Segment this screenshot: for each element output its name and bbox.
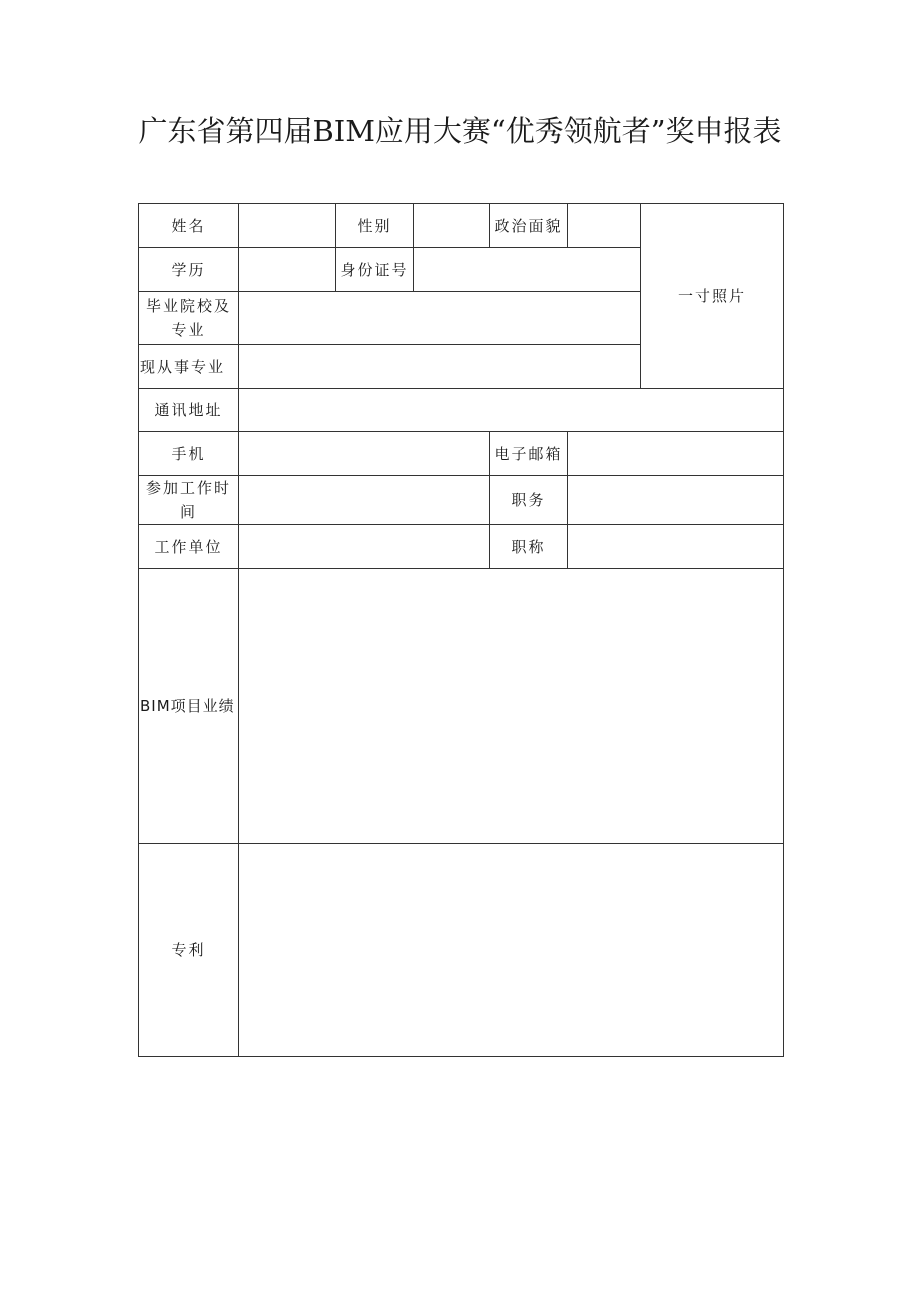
education-field[interactable] — [239, 248, 336, 292]
employer-field[interactable] — [239, 525, 490, 569]
work-start-label: 参加工作时间 — [139, 476, 239, 525]
phone-field[interactable] — [239, 432, 490, 476]
gender-label: 性别 — [336, 204, 414, 248]
application-form-table — [138, 203, 784, 1057]
row-work-start — [139, 476, 784, 525]
row-basic-info — [139, 204, 784, 248]
work-start-field[interactable] — [239, 476, 490, 525]
bim-achievements-field[interactable] — [239, 569, 784, 844]
row-address — [139, 389, 784, 432]
position-label: 职务 — [490, 476, 568, 525]
patents-field[interactable] — [239, 844, 784, 1057]
id-number-field[interactable] — [414, 248, 641, 292]
id-number-label: 身份证号 — [336, 248, 414, 292]
bim-achievements-label: BIM项目业绩 — [139, 569, 239, 844]
political-status-field[interactable] — [568, 204, 641, 248]
photo-placeholder[interactable]: 一寸照片 — [641, 204, 784, 389]
current-major-label: 现从事专业 — [139, 345, 239, 389]
gender-field[interactable] — [414, 204, 490, 248]
email-label: 电子邮箱 — [490, 432, 568, 476]
education-label: 学历 — [139, 248, 239, 292]
row-employer — [139, 525, 784, 569]
patents-label: 专利 — [139, 844, 239, 1057]
name-field[interactable] — [239, 204, 336, 248]
row-contact — [139, 432, 784, 476]
professional-title-label: 职称 — [490, 525, 568, 569]
current-major-field[interactable] — [239, 345, 641, 389]
document-title: 广东省第四届BIM应用大赛“优秀领航者”奖申报表 — [138, 114, 782, 148]
phone-label: 手机 — [139, 432, 239, 476]
name-label: 姓名 — [139, 204, 239, 248]
address-field[interactable] — [239, 389, 784, 432]
school-major-field[interactable] — [239, 292, 641, 345]
address-label: 通讯地址 — [139, 389, 239, 432]
employer-label: 工作单位 — [139, 525, 239, 569]
email-field[interactable] — [568, 432, 784, 476]
row-patents — [139, 844, 784, 1057]
political-status-label: 政治面貌 — [490, 204, 568, 248]
position-field[interactable] — [568, 476, 784, 525]
row-bim-achievements — [139, 569, 784, 844]
professional-title-field[interactable] — [568, 525, 784, 569]
school-major-label: 毕业院校及专业 — [139, 292, 239, 345]
